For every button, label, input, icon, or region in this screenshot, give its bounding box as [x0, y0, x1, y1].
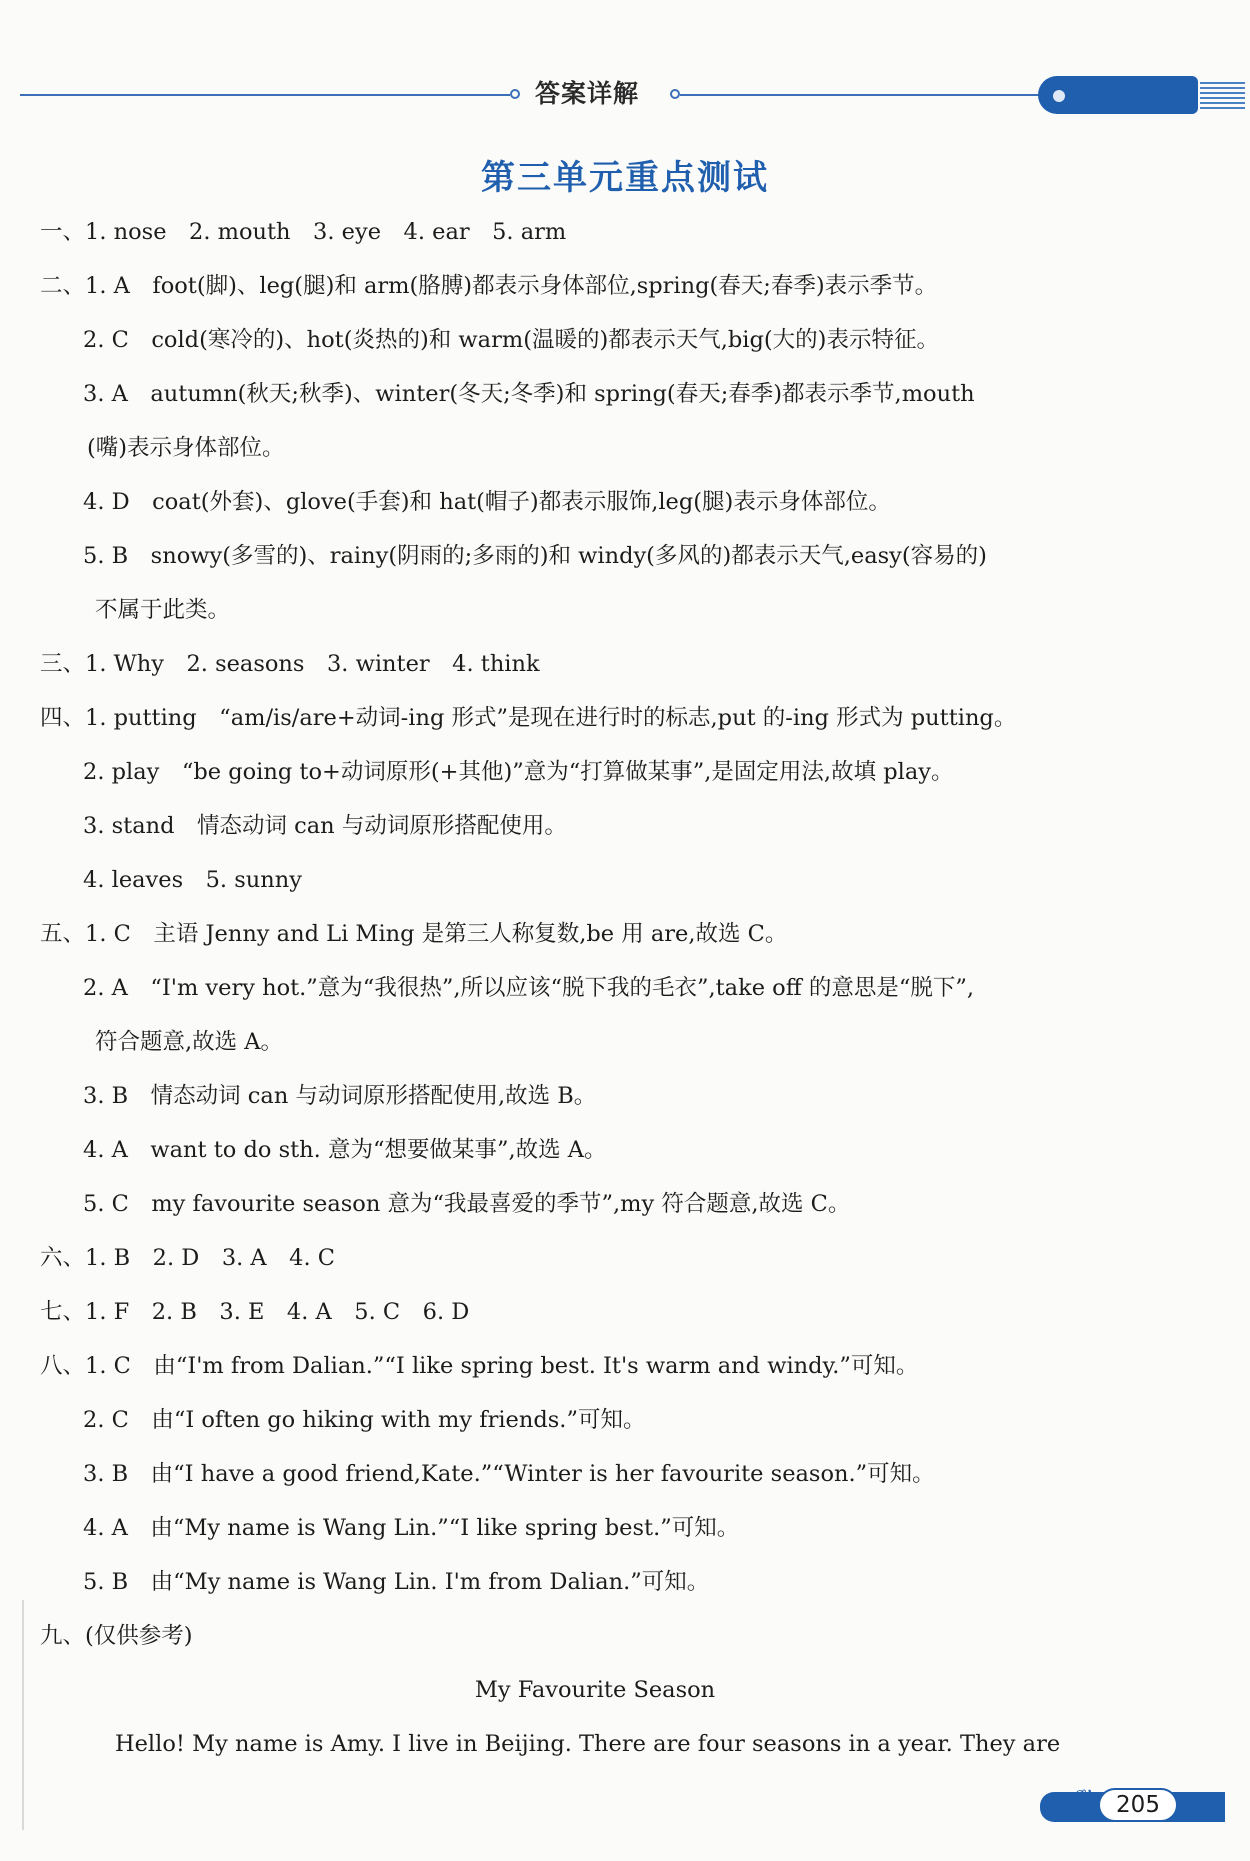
- answer-content: [40, 205, 1150, 1771]
- answer-line: 2. play “be going to+动词原形(+其他)”意为“打算做某事”,是固定用法,故填 play。: [83, 759, 954, 785]
- answer-line: 5. B snowy(多雪的)、rainy(阴雨的;多雨的)和 windy(多风的)都表示天气,easy(容易的): [83, 543, 987, 569]
- answer-line: 九、(仅供参考): [40, 1623, 193, 1649]
- answer-line: 2. C 由“I often go hiking with my friends.”可知。: [83, 1407, 646, 1433]
- page-number: 205: [1098, 1788, 1178, 1822]
- page-edge-shadow: [22, 1600, 24, 1830]
- answer-line: 5. B 由“My name is Wang Lin. I'm from Dalian.”可知。: [83, 1569, 710, 1595]
- header-banner: [20, 60, 1235, 130]
- essay-title: My Favourite Season: [474, 1677, 716, 1703]
- answer-line: 4. D coat(外套)、glove(手套)和 hat(帽子)都表示服饰,leg(腿)表示身体部位。: [83, 489, 891, 515]
- answer-line: 三、1. Why 2. seasons 3. winter 4. think: [40, 651, 540, 677]
- header-rule-left: [20, 94, 510, 96]
- answer-line: 2. C cold(寒冷的)、hot(炎热的)和 warm(温暖的)都表示天气,big(大的)表示特征。: [83, 327, 939, 353]
- header-dot-right: [670, 89, 680, 99]
- header-title: 答案详解: [535, 79, 640, 108]
- answer-line: 3. stand 情态动词 can 与动词原形搭配使用。: [83, 813, 567, 839]
- answer-line: 七、1. F 2. B 3. E 4. A 5. C 6. D: [40, 1299, 470, 1325]
- page-title: 第三单元重点测试: [481, 158, 769, 198]
- leaf-icon: ❦: [1075, 1786, 1094, 1811]
- answer-line: 四、1. putting “am/is/are+动词-ing 形式”是现在进行时的标志,put 的-ing 形式为 putting。: [40, 705, 1017, 731]
- answer-line: 4. leaves 5. sunny: [83, 867, 302, 893]
- header-dot-left: [510, 89, 520, 99]
- answer-line: 五、1. C 主语 Jenny and Li Ming 是第三人称复数,be 用 are,故选 C。: [40, 921, 788, 947]
- answer-line: 3. B 由“I have a good friend,Kate.”“Winter is her favourite season.”可知。: [83, 1461, 935, 1487]
- header-rule-right: [680, 94, 1055, 96]
- answer-line: 六、1. B 2. D 3. A 4. C: [40, 1245, 336, 1271]
- answer-line: 5. C my favourite season 意为“我最喜爱的季节”,my 符合题意,故选 C。: [83, 1191, 851, 1217]
- header-stripes-decoration: [1200, 82, 1245, 110]
- answer-line: 2. A “I'm very hot.”意为“我很热”,所以应该“脱下我的毛衣”,take off 的意思是“脱下”,: [83, 975, 975, 1001]
- answer-line: 八、1. C 由“I'm from Dalian.”“I like spring best. It's warm and windy.”可知。: [40, 1353, 919, 1379]
- answer-line: 不属于此类。: [95, 597, 231, 623]
- answer-line: 4. A 由“My name is Wang Lin.”“I like spring best.”可知。: [83, 1515, 740, 1541]
- answer-line: 4. A want to do sth. 意为“想要做某事”,故选 A。: [83, 1137, 607, 1163]
- essay-paragraph: Hello! My name is Amy. I live in Beijing. There are four seasons in a year. They are: [115, 1731, 1061, 1757]
- answer-line: 符合题意,故选 A。: [95, 1029, 284, 1055]
- answer-line: (嘴)表示身体部位。: [87, 435, 285, 461]
- answer-line: 二、1. A foot(脚)、leg(腿)和 arm(胳膊)都表示身体部位,spring(春天;春季)表示季节。: [40, 273, 938, 299]
- answer-line: 3. A autumn(秋天;秋季)、winter(冬天;冬季)和 spring(春天;春季)都表示季节,mouth: [83, 381, 975, 407]
- answer-line: 3. B 情态动词 can 与动词原形搭配使用,故选 B。: [83, 1083, 597, 1109]
- header-tab-dot: [1053, 90, 1065, 102]
- answer-line: 一、1. nose 2. mouth 3. eye 4. ear 5. arm: [40, 219, 567, 245]
